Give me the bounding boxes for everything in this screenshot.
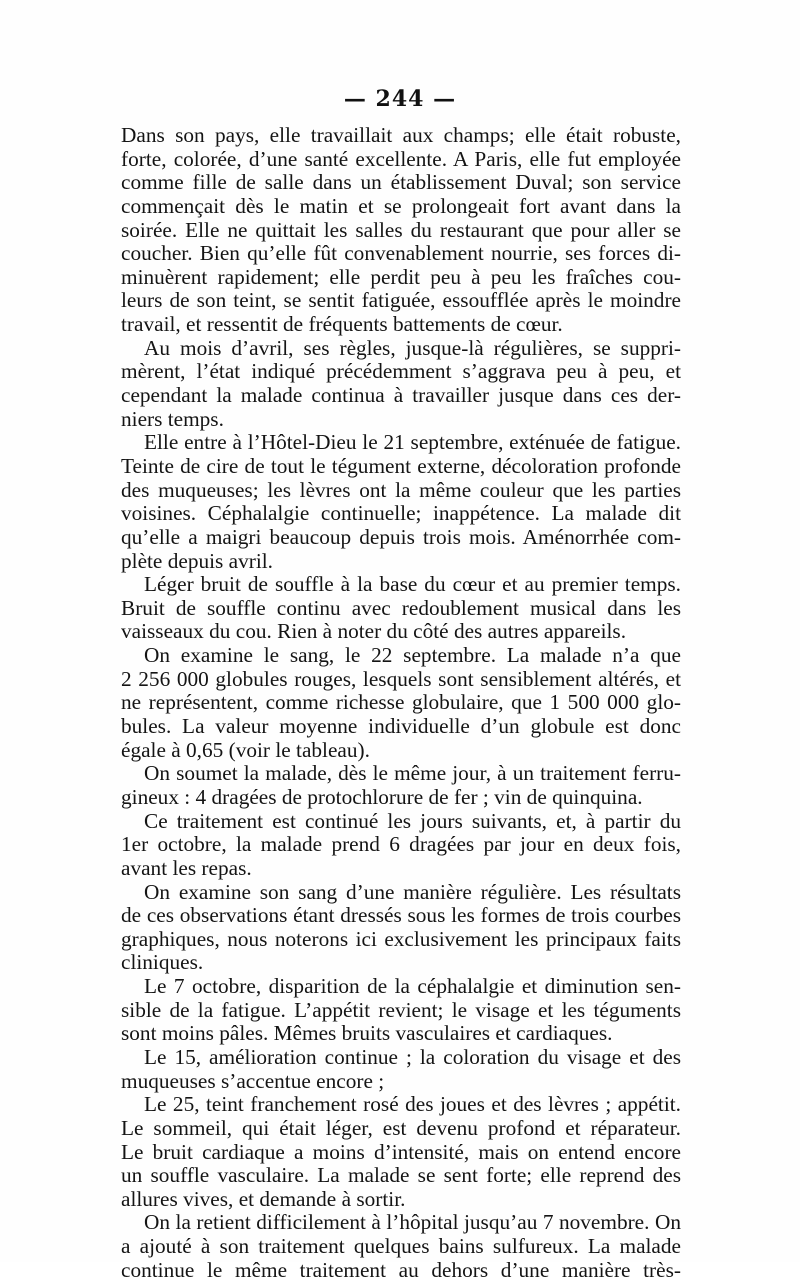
text-line: On examine le sang, le 22 septembre. La malade n’a que <box>144 643 681 668</box>
text-line: Le 15, amélioration continue ; la coloration du visage et des <box>144 1044 681 1069</box>
text-line: commençait dès le matin et se prolongeait fort avant dans la <box>121 193 681 218</box>
text-line: niers temps. <box>121 406 224 431</box>
text-line: mèrent, l’état indiqué précédemment s’aggrava peu à peu, et <box>121 359 681 384</box>
text-line: 2 256 000 globules rouges, lesquels sont sensiblement altérés, et <box>121 666 681 691</box>
text-line: minuèrent rapidement; elle perdit peu à peu les fraîches cou- <box>121 264 681 289</box>
text-line: On soumet la malade, dès le même jour, à un traitement ferru- <box>144 761 681 786</box>
text-line: coucher. Bien qu’elle fût convenablement nourrie, ses forces di- <box>121 241 681 266</box>
text-line: avant les repas. <box>121 855 252 880</box>
text-line: a ajouté à son traitement quelques bains sulfureux. La malade <box>121 1234 681 1259</box>
text-line: qu’elle a maigri beaucoup depuis trois mois. Aménorrhée com- <box>121 524 681 549</box>
text-line: de ces observations étant dressés sous les formes de trois courbes <box>121 903 681 928</box>
text-line: Le 7 octobre, disparition de la céphalalgie et diminution sen- <box>144 974 681 999</box>
text-line: Le bruit cardiaque a moins d’intensité, mais on entend encore <box>121 1139 681 1164</box>
text-line: des muqueuses; les lèvres ont la même couleur que les parties <box>121 477 681 502</box>
text-line: voisines. Céphalalgie continuelle; inappétence. La malade dit <box>121 501 681 526</box>
text-line: muqueuses s’accentue encore ; <box>121 1068 385 1093</box>
body-text <box>121 124 681 1282</box>
text-line: bules. La valeur moyenne individuelle d’un globule est donc <box>121 714 681 739</box>
text-line: forte, colorée, d’une santé excellente. A Paris, elle fut employée <box>121 146 681 171</box>
text-line: On la retient difficilement à l’hôpital jusqu’au 7 novembre. On <box>144 1210 681 1235</box>
text-line: cliniques. <box>121 950 204 975</box>
text-line: Le 25, teint franchement rosé des joues et des lèvres ; appétit. <box>144 1092 681 1117</box>
text-line: 1er octobre, la malade prend 6 dragées par jour en deux fois, <box>121 832 681 857</box>
text-line: Elle entre à l’Hôtel-Dieu le 21 septembre, exténuée de fatigue. <box>144 430 681 455</box>
text-line: Teinte de cire de tout le tégument externe, décoloration profonde <box>121 453 681 478</box>
text-line: égale à 0,65 (voir le tableau). <box>121 737 370 762</box>
text-line: sont moins pâles. Mêmes bruits vasculaires et cardiaques. <box>121 1021 613 1046</box>
text-line: continue le même traitement au dehors d’une manière très- <box>121 1257 681 1282</box>
text-line: plète depuis avril. <box>121 548 273 573</box>
text-line: travail, et ressentit de fréquents battements de cœur. <box>121 312 563 337</box>
text-line: sible de la fatigue. L’appétit revient; le visage et les téguments <box>121 997 681 1022</box>
page-number: — 244 — <box>343 86 457 112</box>
text-line: Ce traitement est continué les jours suivants, et, à partir du <box>144 808 681 833</box>
text-line: comme fille de salle dans un établissement Duval; son service <box>121 170 681 195</box>
text-line: Bruit de souffle continu avec redoublement musical dans les <box>121 595 681 620</box>
text-line: ne représentent, comme richesse globulaire, que 1 500 000 glo- <box>121 690 681 715</box>
text-line: Dans son pays, elle travaillait aux champs; elle était robuste, <box>121 123 681 147</box>
text-line: un souffle vasculaire. La malade se sent forte; elle reprend des <box>121 1163 681 1188</box>
text-line: cependant la malade continua à travailler jusque dans ces der- <box>121 383 681 408</box>
text-line: vaisseaux du cou. Rien à noter du côté des autres appareils. <box>121 619 627 644</box>
text-line: soirée. Elle ne quittait les salles du restaurant que pour aller se <box>121 217 681 242</box>
text-line: allures vives, et demande à sortir. <box>121 1186 406 1211</box>
text-line: Au mois d’avril, ses règles, jusque-là régulières, se suppri- <box>144 335 681 360</box>
text-line: graphiques, nous noterons ici exclusivement les principaux faits <box>121 926 681 951</box>
text-line: leurs de son teint, se sentit fatiguée, essoufflée après le moindre <box>121 288 681 313</box>
text-line: On examine son sang d’une manière régulière. Les résultats <box>144 879 681 904</box>
text-line: Le sommeil, qui était léger, est devenu profond et réparateur. <box>121 1115 681 1140</box>
text-line: gineux : 4 dragées de protochlorure de fer ; vin de quinquina. <box>121 784 643 809</box>
text-line: Léger bruit de souffle à la base du cœur et au premier temps. <box>144 572 681 597</box>
